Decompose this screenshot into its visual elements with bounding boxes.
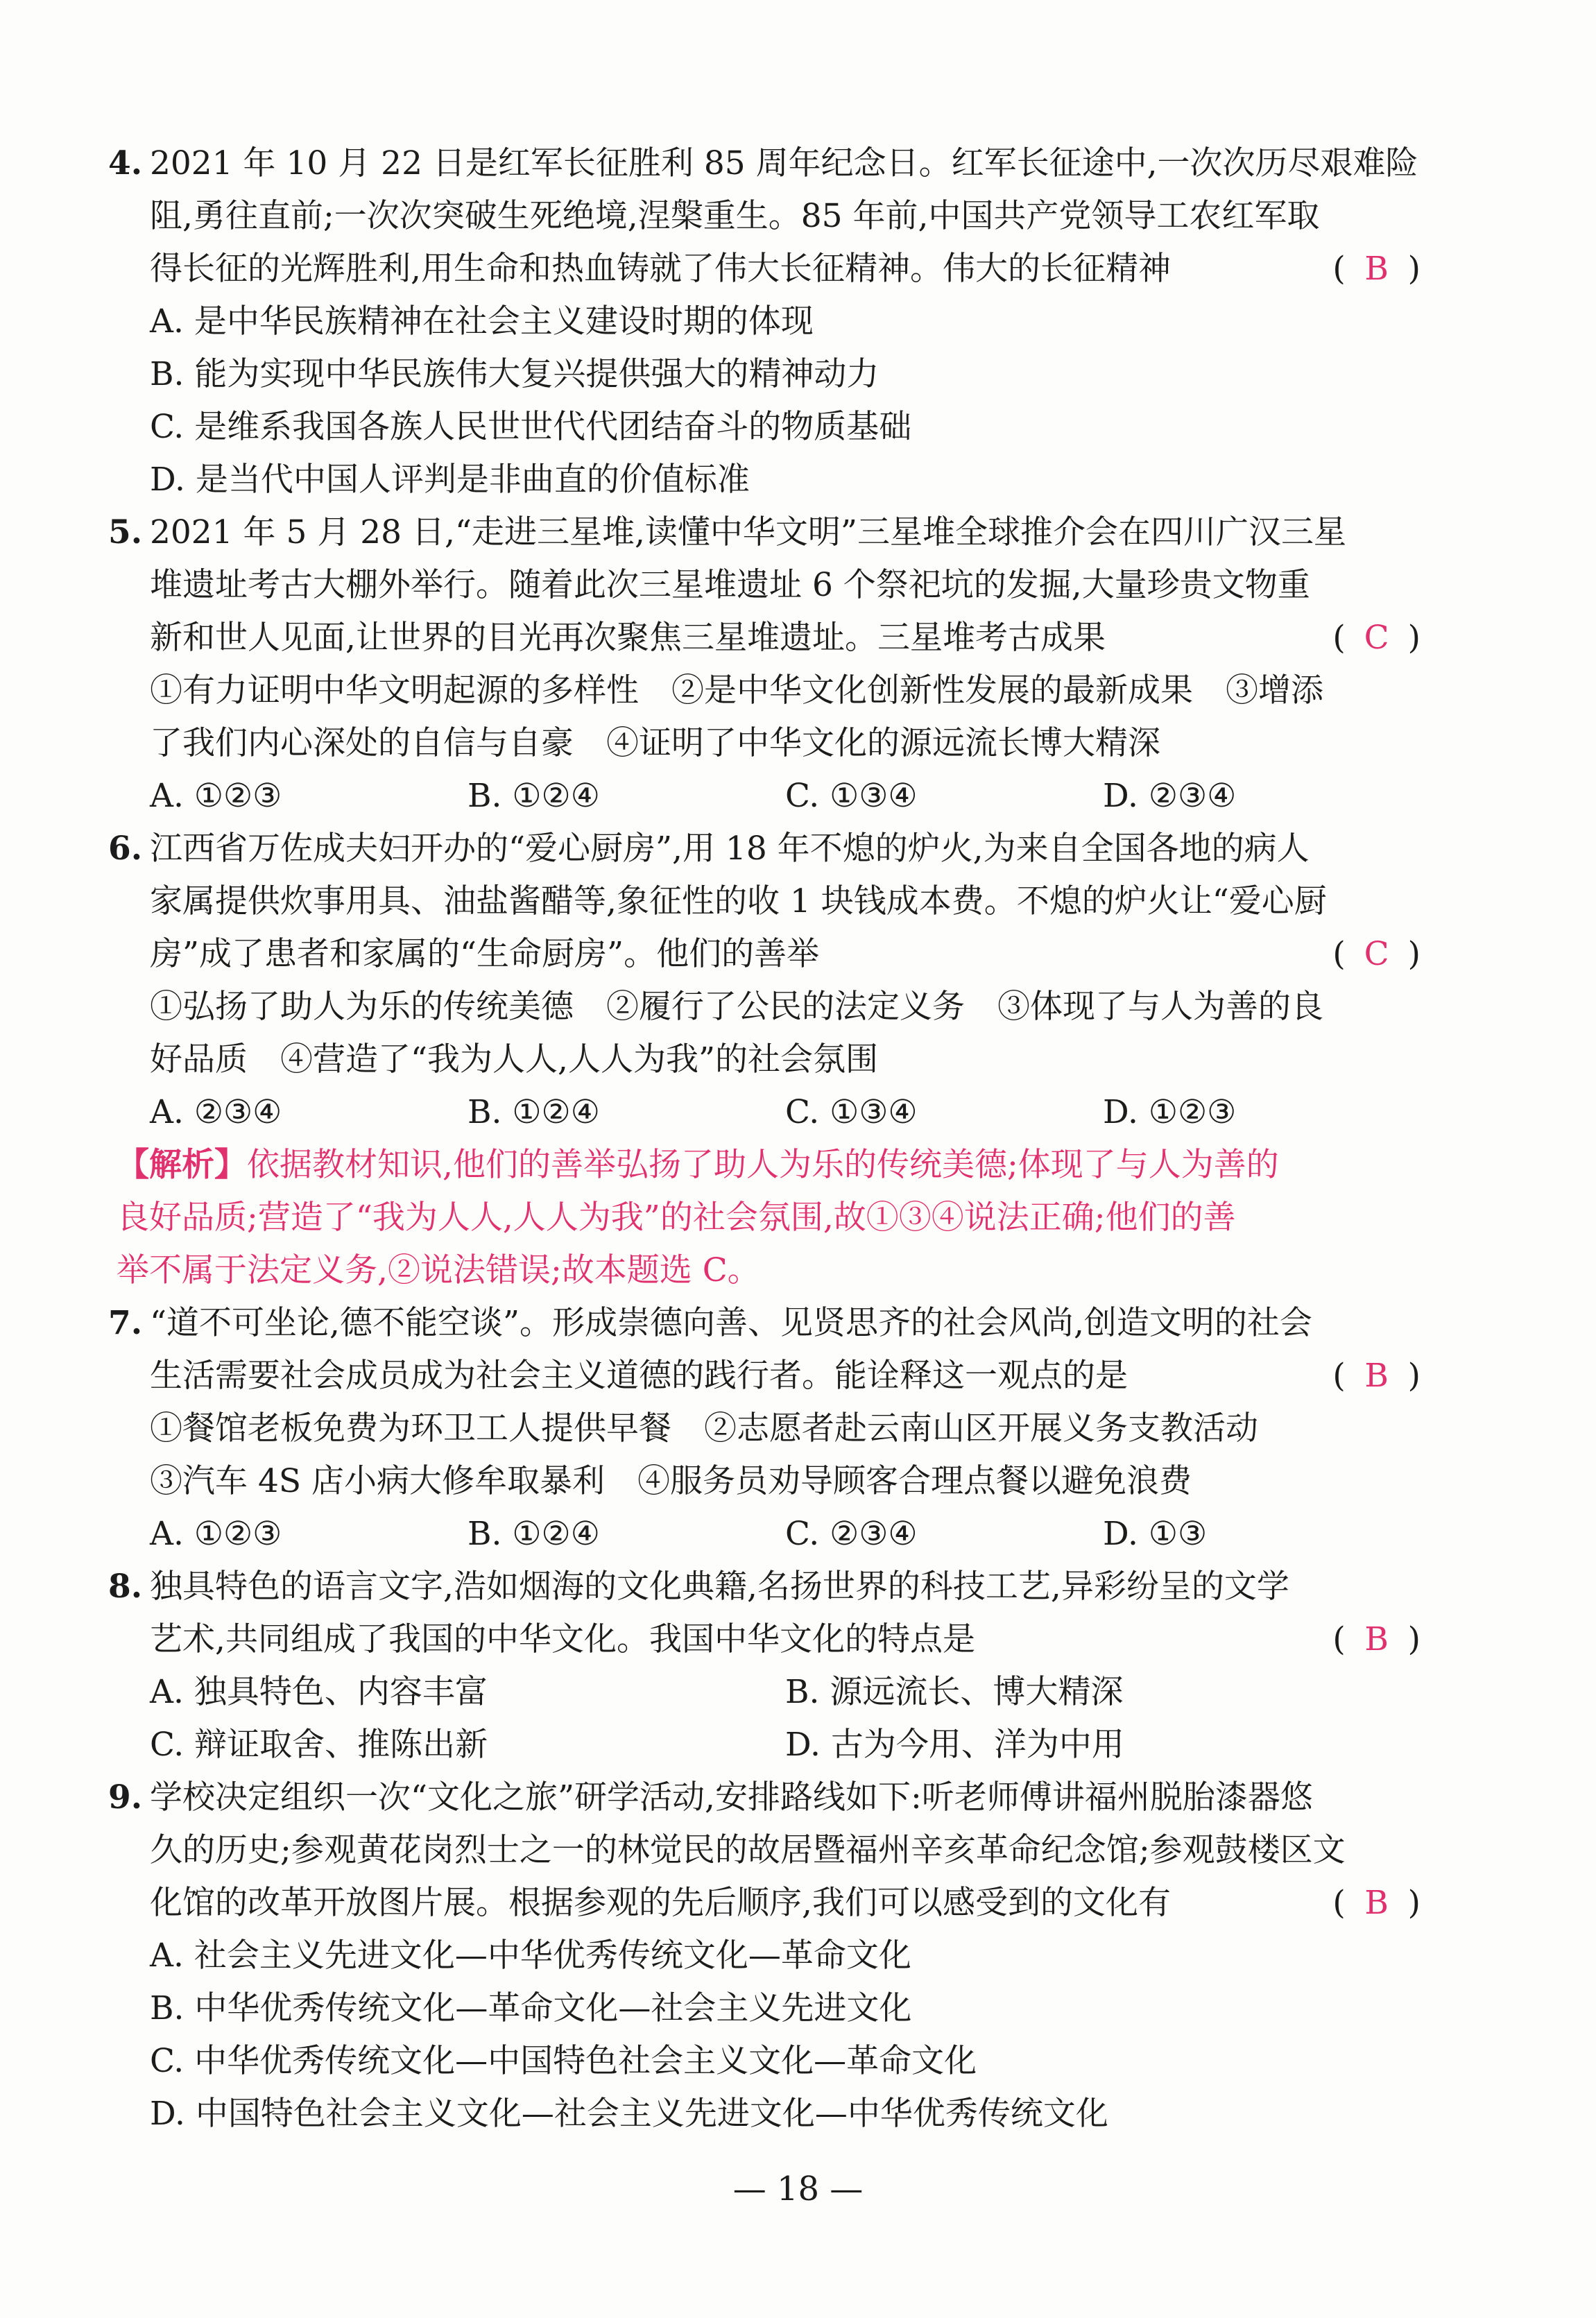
answer: C — [1364, 619, 1389, 657]
option-c: C. ②③④ — [785, 1515, 918, 1553]
question-number: 4. — [108, 144, 143, 182]
answer: B — [1364, 1884, 1389, 1922]
stem-line: 阻,勇往直前;一次次突破生死绝境,涅槃重生。85 年前,中国共产党领导工农红军取 — [150, 197, 1320, 235]
stem-line: 2021 年 5 月 28 日,“走进三星堆,读懂中华文明”三星堆全球推介会在四川广汉三星 — [150, 513, 1346, 551]
option-b: B. ①②④ — [467, 1515, 600, 1553]
stem-text: 得长征的光辉胜利,用生命和热血铸就了伟大长征精神。伟大的长征精神 — [150, 250, 1171, 288]
answer-bracket: ( B ) — [1332, 1877, 1421, 1930]
answer: B — [1364, 250, 1389, 288]
option-a: A. 是中华民族精神在社会主义建设时期的体现 — [150, 302, 814, 341]
stem-line: 2021 年 10 月 22 日是红军长征胜利 85 周年纪念日。红军长征途中,一次次历尽艰难险 — [150, 144, 1418, 182]
options-row — [150, 1719, 1421, 1771]
question-list — [108, 137, 1421, 2140]
stem-text: 化馆的改革开放图片展。根据参观的先后顺序,我们可以感受到的文化有 — [150, 1884, 1171, 1922]
stem-text: 生活需要社会成员成为社会主义道德的践行者。能诠释这一观点的是 — [150, 1357, 1128, 1395]
options-row — [150, 1508, 1421, 1561]
stem-line: 学校决定组织一次“文化之旅”研学活动,安排路线如下:听老师傅讲福州脱胎漆器悠 — [150, 1778, 1313, 1817]
answer-bracket: ( C ) — [1332, 928, 1421, 981]
analysis-text: 依据教材知识,他们的善举弘扬了助人为乐的传统美德;体现了与人为善的 — [247, 1146, 1279, 1184]
statement-line: ①有力证明中华文明起源的多样性 ②是中华文化创新性发展的最新成果 ③增添 — [150, 671, 1323, 710]
stem-last-line — [150, 1613, 1421, 1666]
stem-text: 房”成了患者和家属的“生命厨房”。他们的善举 — [150, 935, 820, 973]
option-c: C. 辩证取舍、推陈出新 — [150, 1726, 488, 1764]
analysis-line: 良好品质;营造了“我为人人,人人为我”的社会氛围,故①③④说法正确;他们的善 — [117, 1199, 1236, 1237]
option-d: D. ①②③ — [1103, 1093, 1237, 1131]
statement-line: ③汽车 4S 店小病大修牟取暴利 ④服务员劝导顾客合理点餐以避免浪费 — [150, 1462, 1192, 1500]
stem-line: “道不可坐论,德不能空谈”。形成崇德向善、见贤思齐的社会风尚,创造文明的社会 — [150, 1304, 1312, 1342]
option-a: A. ②③④ — [150, 1093, 282, 1131]
stem-last-line — [150, 243, 1421, 295]
option-d: D. ①③ — [1103, 1515, 1208, 1553]
option-c: C. ①③④ — [785, 1093, 918, 1131]
option-b: B. ①②④ — [467, 1093, 600, 1131]
statement-line: ①弘扬了助人为乐的传统美德 ②履行了公民的法定义务 ③体现了与人为善的良 — [150, 988, 1323, 1026]
answer-bracket: ( B ) — [1332, 243, 1421, 295]
stem-line: 独具特色的语言文字,浩如烟海的文化典籍,名扬世界的科技工艺,异彩纷呈的文学 — [150, 1568, 1289, 1606]
question-number: 6. — [108, 830, 143, 868]
statement-line: 好品质 ④营造了“我为人人,人人为我”的社会氛围 — [150, 1040, 878, 1079]
option-b: B. 中华优秀传统文化—革命文化—社会主义先进文化 — [150, 1989, 912, 2027]
stem-line: 江西省万佐成夫妇开办的“爱心厨房”,用 18 年不熄的炉火,为来自全国各地的病人 — [150, 830, 1310, 868]
question-6 — [108, 823, 1421, 1139]
stem-line: 堆遗址考古大棚外举行。随着此次三星堆遗址 6 个祭祀坑的发掘,大量珍贵文物重 — [150, 566, 1310, 604]
option-d: D. 是当代中国人评判是非曲直的价值标准 — [150, 461, 750, 499]
page-number: — 18 — — [732, 2170, 864, 2208]
question-number: 7. — [108, 1304, 143, 1342]
stem-line: 家属提供炊事用具、油盐酱醋等,象征性的收 1 块钱成本费。不熄的炉火让“爱心厨 — [150, 882, 1327, 920]
statement-line: ①餐馆老板免费为环卫工人提供早餐 ②志愿者赴云南山区开展义务支教活动 — [150, 1409, 1258, 1448]
analysis-block — [117, 1139, 1421, 1297]
question-number: 8. — [108, 1568, 143, 1606]
answer: B — [1364, 1620, 1389, 1658]
stem-line: 久的历史;参观黄花岗烈士之一的林觉民的故居暨福州辛亥革命纪念馆;参观鼓楼区文 — [150, 1831, 1346, 1869]
option-b: B. ①②④ — [467, 777, 600, 815]
option-a: A. 社会主义先进文化—中华优秀传统文化—革命文化 — [150, 1937, 911, 1975]
option-c: C. 中华优秀传统文化—中国特色社会主义文化—革命文化 — [150, 2042, 977, 2080]
analysis-line — [117, 1139, 1421, 1192]
stem-text: 艺术,共同组成了我国的中华文化。我国中华文化的特点是 — [150, 1620, 975, 1658]
answer-bracket: ( C ) — [1332, 612, 1421, 664]
options-row — [150, 770, 1421, 823]
statement-line: 了我们内心深处的自信与自豪 ④证明了中华文化的源远流长博大精深 — [150, 724, 1160, 762]
question-5 — [108, 506, 1421, 823]
analysis-line: 举不属于法定义务,②说法错误;故本题选 C。 — [117, 1251, 760, 1289]
question-7 — [108, 1297, 1421, 1561]
option-d: D. 中国特色社会主义文化—社会主义先进文化—中华优秀传统文化 — [150, 2095, 1108, 2133]
question-4 — [108, 137, 1421, 506]
question-number: 9. — [108, 1778, 143, 1817]
answer-bracket: ( B ) — [1332, 1350, 1421, 1402]
answer: B — [1364, 1357, 1389, 1395]
option-d: D. 古为今用、洋为中用 — [785, 1726, 1124, 1764]
option-a: A. ①②③ — [150, 777, 282, 815]
analysis-label: 【解析】 — [117, 1146, 247, 1184]
answer-bracket: ( B ) — [1332, 1613, 1421, 1666]
option-c: C. 是维系我国各族人民世世代代团结奋斗的物质基础 — [150, 408, 912, 446]
answer: C — [1364, 935, 1389, 973]
options-row — [150, 1086, 1421, 1139]
question-number: 5. — [108, 513, 143, 551]
stem-last-line — [150, 612, 1421, 664]
question-9 — [108, 1771, 1421, 2140]
stem-last-line — [150, 1350, 1421, 1402]
stem-text: 新和世人见面,让世界的目光再次聚焦三星堆遗址。三星堆考古成果 — [150, 619, 1106, 657]
option-c: C. ①③④ — [785, 777, 918, 815]
option-a: A. ①②③ — [150, 1515, 282, 1553]
question-8 — [108, 1561, 1421, 1771]
options-row — [150, 1666, 1421, 1719]
option-d: D. ②③④ — [1103, 777, 1237, 815]
stem-last-line — [150, 928, 1421, 981]
option-b: B. 能为实现中华民族伟大复兴提供强大的精神动力 — [150, 355, 879, 393]
stem-last-line — [150, 1877, 1421, 1930]
option-a: A. 独具特色、内容丰富 — [150, 1673, 488, 1711]
option-b: B. 源远流长、博大精深 — [785, 1673, 1124, 1711]
